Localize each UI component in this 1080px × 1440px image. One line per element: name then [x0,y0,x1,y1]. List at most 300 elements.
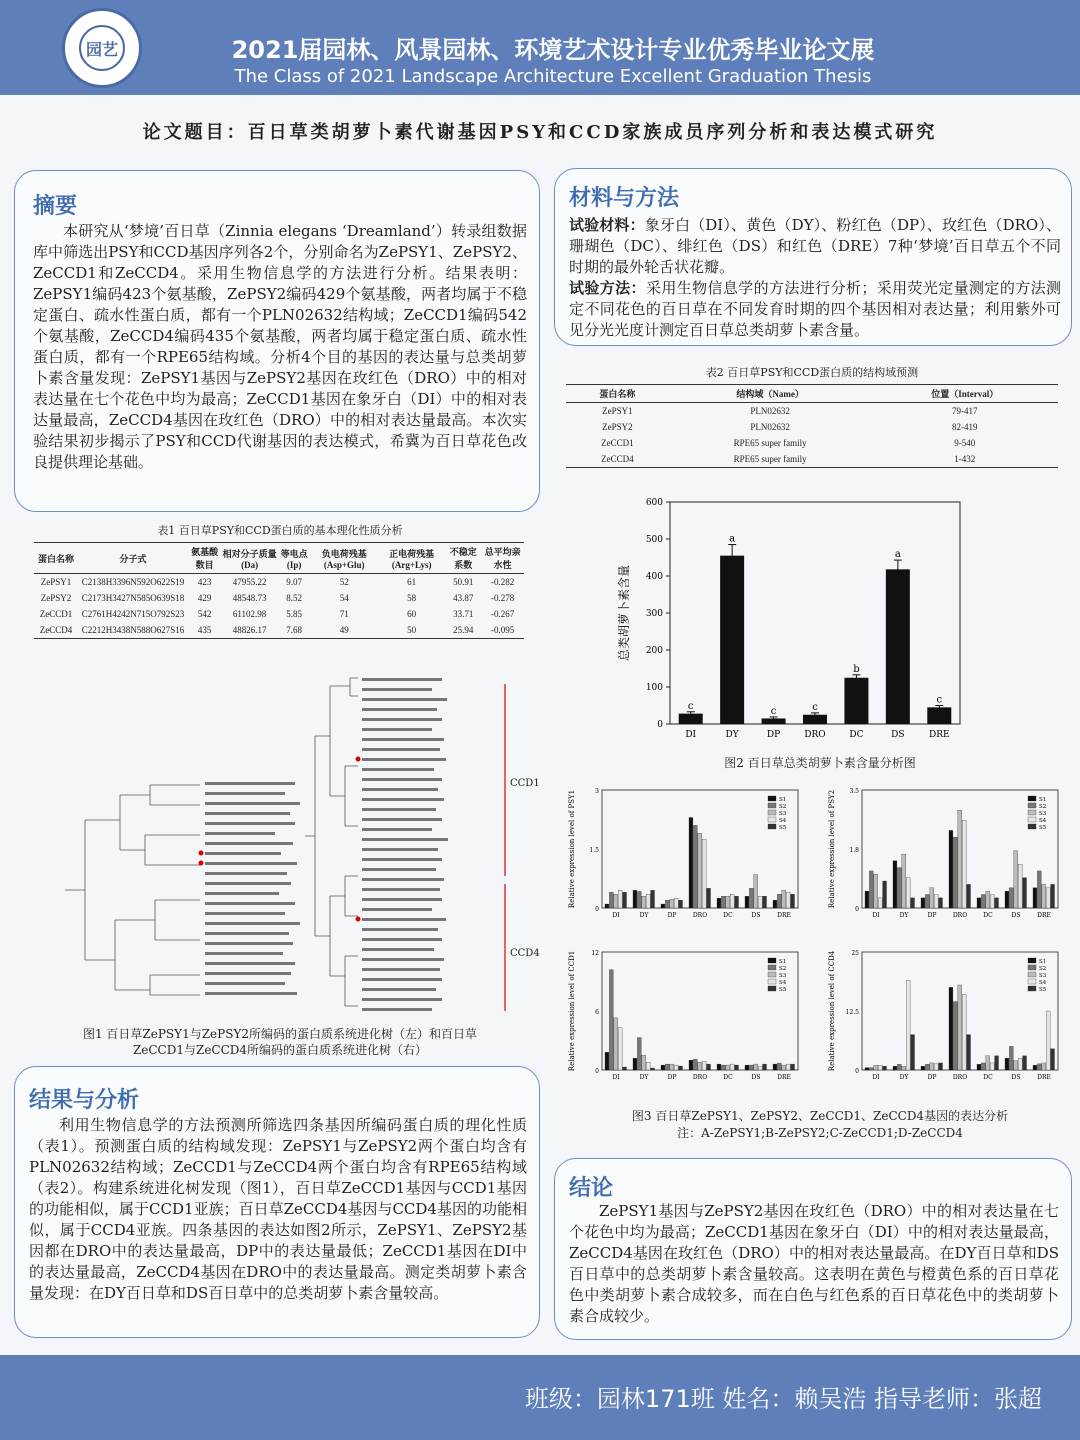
table1 [34,542,524,639]
bar [642,896,646,908]
x-tick-label: DI [685,730,697,740]
bar [614,1018,618,1070]
legend-swatch [768,817,776,822]
bar [990,1063,994,1070]
bar [883,1066,887,1070]
bar [906,980,910,1070]
bar [702,1061,706,1070]
methods-text [569,215,1061,341]
bar [1046,888,1050,908]
table1-cell: ZePSY2 [40,593,72,603]
bar [651,1068,655,1070]
legend-swatch [768,810,776,815]
bar [605,904,609,908]
significance-letter: c [812,701,818,713]
table2-cell: ZePSY2 [602,422,633,432]
significance-letter: b [853,663,860,675]
bar [633,1058,637,1070]
fig3-note: 注：A-ZePSY1;B-ZePSY2;C-ZeCCD1;D-ZeCCD4 [677,1126,963,1140]
bar [674,898,678,908]
legend-label: S3 [1039,973,1047,979]
results-text: 利用生物信息学的方法预测所筛选四条基因所编码蛋白质的理化性质（表1）。预测蛋白质的结构域发现：ZePSY1与ZePSY2两个蛋白均含有PLN02632结构域；ZeCCD1与ZeCCD4两个蛋白均含有RPE65结构域（表2）。构建系统进化树发现（图1），百日草ZeCCD1基因与CCD1基因的功能相似，属于CCD1亚族；百日草ZeCCD4基因与CCD4基因的功能相似，属于CCD4亚族。四条基因的表达如图2所示，ZePSY1、ZePSY2基因都在DRO中的表达量最高，DP中的表达量最低；ZeCCD1基因在DI中的表达量最高，ZeCCD4基因在DRO中的表达量最高。测定类胡萝卜素含量发现：在DY百日草和DS百日草中的总类胡萝卜素含量较高。 [29,1116,527,1302]
bar [1005,891,1009,908]
bar [758,1066,762,1070]
table1-header: 等电点(Ip) [278,543,310,574]
legend-swatch [768,965,776,970]
x-tick-label: DC [983,912,993,919]
significance-letter: a [729,533,736,545]
table2-header: 结构域（Name） [669,385,872,403]
bar [949,987,953,1070]
table2-cell: 9-540 [954,438,976,448]
material-text: 象牙白（DI）、黄色（DY）、粉红色（DP）、玫红色（DRO）、珊瑚色（DC）、绯红色（DS）和红色（DRE）7种‘梦境’百日草五个不同时期的最外轮舌状花瓣。 [569,216,1061,276]
y-axis-label: 总类胡萝卜素含量 [617,564,631,662]
table-row [34,622,524,639]
y-axis-label: Relative expression level of PSY1 [568,789,576,909]
bar [786,1064,790,1070]
x-tick-label: DRE [929,730,950,740]
bar [661,904,665,908]
bar [878,898,882,908]
bar [986,1056,990,1070]
bar [674,1065,678,1070]
table2-cell: RPE65 super family [669,451,872,468]
bar [698,833,702,908]
table2-cell: 82-419 [951,422,978,432]
bar [958,810,962,908]
bar [949,830,953,908]
bar [745,896,749,908]
significance-letter: a [894,549,901,561]
legend-swatch [1028,958,1036,963]
results-heading: 结果与分析 [29,1088,140,1113]
legend-label: S2 [779,966,787,972]
bar [844,678,868,724]
table1-cell: 47955.22 [232,577,267,587]
table1-cell: 50.91 [453,577,474,587]
legend-swatch [1028,810,1036,815]
bar [1014,1061,1018,1070]
legend-swatch [1028,986,1036,991]
bar [665,1064,669,1070]
footer-text: 班级：园林171班 姓名：赖吴浩 指导老师：张超 [524,1385,1042,1413]
results-panel [14,1066,540,1338]
x-tick-label: DRO [952,1074,968,1081]
legend-swatch [768,972,776,977]
legend-label: S4 [1039,818,1047,824]
bar [981,895,985,908]
significance-letter: c [936,694,943,706]
bar [958,985,962,1070]
table1-cell: ZePSY1 [40,577,72,587]
bar [791,894,795,908]
bar [902,1066,906,1070]
table1-cell: C2173H3427N585O639S18 [81,593,185,603]
table1-cell: C2761H4242N715O792S23 [81,609,185,619]
bar [735,896,739,908]
table2 [566,384,1058,468]
y-tick-label: 1.8 [849,847,859,854]
table1-cell: 25.94 [445,622,481,639]
fig3b-psy2-chart [822,782,1072,942]
bar [953,1002,957,1070]
table1-cell: 71 [339,609,349,619]
table2-cell: ZePSY1 [602,406,633,416]
bar [786,892,790,908]
bar [897,1064,901,1070]
table1-header: 分子式 [78,543,188,574]
y-axis-label: Relative expression level of CCD1 [568,950,576,1072]
table2-cell: RPE65 super family [733,438,807,448]
bar [651,890,655,908]
y-tick-label: 600 [645,498,663,508]
legend-label: S1 [779,959,787,965]
table1-cell: 61102.98 [232,609,267,619]
table1-cell: 8.52 [286,593,302,603]
bar [878,1065,882,1070]
bar [717,1064,721,1070]
x-tick-label: DY [639,1074,649,1081]
y-tick-label: 300 [645,609,663,619]
bar [1018,1058,1022,1070]
legend-label: S1 [779,797,787,803]
table2-header: 蛋白名称 [566,385,669,403]
y-tick-label: 100 [645,683,663,693]
abstract-panel [14,170,540,512]
bar [911,1035,915,1070]
bar [637,1038,641,1070]
table1-cell: 54 [339,593,349,603]
table1-cell: 61 [407,577,417,587]
abstract-heading: 摘要 [33,194,78,219]
material-label: 试验材料： [569,216,645,234]
bar [661,1065,665,1070]
bar [609,970,613,1070]
bar [749,1065,753,1070]
university-logo [62,8,142,88]
fig1-caption-line1: 图1 百日草ZePSY1与ZePSY2所编码的蛋白质系统进化树（左）和百日草 [82,1027,478,1041]
bar [1051,884,1055,908]
y-tick-label: 500 [645,535,663,545]
bar [717,898,721,908]
table1-cell: -0.278 [491,593,515,603]
bar [749,888,753,908]
table1-cell: 542 [197,609,212,619]
table1-cell: 48548.73 [232,593,267,603]
table1-cell: 49 [310,622,378,639]
ccd1-label: CCD1 [510,778,540,789]
bar [897,868,901,908]
legend-label: S4 [779,980,787,986]
bar [967,884,971,908]
legend-swatch [1028,972,1036,977]
bar [1037,1064,1041,1070]
bar [934,895,938,908]
conclusion-panel [554,1158,1072,1340]
x-tick-label: DY [639,912,649,919]
table-row [34,574,524,591]
bar [921,1066,925,1070]
bar [1023,1056,1027,1070]
bar [1051,1049,1055,1070]
legend-label: S4 [1039,980,1047,986]
x-tick-label: DS [891,730,905,740]
fig2-carotenoid-chart [610,492,970,752]
bar [953,837,957,908]
table1-cell: ZeCCD1 [39,609,73,619]
bar [614,894,618,908]
bar [777,894,781,908]
bar [902,854,906,908]
bar [730,894,734,908]
bar [869,1068,873,1070]
thesis-title: 论文题目：百日草类胡萝卜素代谢基因PSY和CCD家族成员序列分析和表达模式研究 [142,122,938,143]
x-tick-label: DRO [692,912,708,919]
table1-cell: 52 [339,577,349,587]
bar [893,861,897,908]
significance-letter: c [770,705,777,717]
legend-label: S3 [779,973,787,979]
bar [679,1066,683,1070]
bar [693,1059,697,1070]
y-tick-label: 0 [855,906,859,913]
legend-label: S3 [1039,811,1047,817]
x-tick-label: DY [899,1074,909,1081]
method-text: 采用生物信息学的方法进行分析；采用荧光定量测定的方法测定不同花色的百日草在不同发育时期的四个基因相对表达量；利用紫外可见分光光度计测定百日草总类胡萝卜素含量。 [569,279,1061,339]
legend-swatch [1028,824,1036,829]
x-tick-label: DI [612,1074,620,1081]
bar [967,1035,971,1070]
table1-cell: 60 [407,609,417,619]
table1-cell: C2138H3396N592O622S19 [81,577,185,587]
bar [623,892,627,908]
table1-cell: 7.68 [278,622,310,639]
ccd4-label: CCD4 [510,948,540,959]
bar [1046,1011,1050,1070]
bar [721,1065,725,1070]
y-tick-label: 6 [595,1009,599,1016]
legend-swatch [768,803,776,808]
x-tick-label: DP [927,1074,937,1081]
bar [609,892,613,908]
bar [925,895,929,908]
bar [939,898,943,908]
fig3a-psy1-chart [562,782,812,942]
table1-cell: 58 [407,593,417,603]
bar [874,874,878,908]
bar [1042,1063,1046,1070]
x-tick-label: DC [723,912,733,919]
y-tick-label: 1.5 [589,847,599,854]
table2-cell: 79-417 [951,406,978,416]
fig3-caption [600,1108,1040,1142]
table1-cell: 48826.17 [221,622,278,639]
phylo-tree-right [300,676,510,1016]
legend-label: S5 [1039,825,1047,831]
table1-caption: 表1 百日草PSY和CCD蛋白质的基本理化性质分析 [157,524,403,537]
table2-cell: ZeCCD4 [566,451,669,468]
conclusion-heading: 结论 [569,1176,614,1201]
bar [707,1064,711,1070]
x-tick-label: DC [849,730,864,740]
bar [1009,888,1013,908]
y-tick-label: 3 [595,788,599,795]
y-axis-label: Relative expression level of CCD4 [828,950,836,1072]
bar [990,895,994,908]
table2-caption: 表2 百日草PSY和CCD蛋白质的结构域预测 [705,366,919,379]
bar [1009,1046,1013,1070]
bar [865,1068,869,1070]
table1-cell: 5.85 [286,609,302,619]
bar [777,1063,781,1070]
bar [670,899,674,908]
x-tick-label: DRE [1037,912,1051,919]
bar [726,896,730,908]
table-row [566,419,1058,435]
table2-header: 位置（Interval） [871,385,1058,403]
bar [763,896,767,908]
y-tick-label: 12.5 [845,1009,859,1016]
bar [1023,878,1027,908]
method-label: 试验方法： [569,279,646,297]
bar [689,818,693,908]
bar [921,898,925,908]
x-tick-label: DI [612,912,620,919]
table1-header: 氨基酸数目 [188,543,221,574]
header-title-cn: 2021届园林、风景园林、环境艺术设计专业优秀毕业论文展 [231,36,875,64]
bar [726,1065,730,1070]
legend-label: S5 [779,825,787,831]
bar [883,881,887,908]
bar [698,1062,702,1070]
legend-label: S2 [1039,966,1047,972]
x-tick-label: DY [725,730,739,740]
bar [758,896,762,908]
bar [874,1065,878,1070]
table2-cell: PLN02632 [750,406,790,416]
phylo-tree-left [60,780,330,1000]
y-tick-label: 200 [645,646,663,656]
bar [977,898,981,908]
y-tick-label: 0 [657,720,663,730]
bar [633,890,637,908]
x-tick-label: DRE [777,1074,791,1081]
bar [735,1065,739,1070]
table1-header: 总平均亲水性 [481,543,524,574]
legend-swatch [1028,965,1036,970]
bar [962,994,966,1070]
y-axis-label: Relative expression level of PSY2 [828,789,836,909]
legend-swatch [1028,796,1036,801]
legend-swatch [768,979,776,984]
x-tick-label: DC [983,1074,993,1081]
bar [605,1052,609,1070]
x-tick-label: DI [872,912,880,919]
legend-label: S2 [779,804,787,810]
table1-cell: 50 [378,622,445,639]
bar [911,898,915,908]
bar [670,1064,674,1070]
legend-swatch [768,796,776,801]
bar [986,891,990,908]
bar [646,1062,650,1070]
bar [1033,1065,1037,1070]
x-tick-label: DP [667,912,677,919]
bar [791,1064,795,1070]
x-tick-label: DY [899,912,909,919]
bar [893,1066,897,1070]
x-tick-label: DRO [804,730,826,740]
legend-swatch [768,824,776,829]
table-row [566,435,1058,451]
x-tick-label: DP [667,1074,677,1081]
bar [618,890,622,908]
bar [773,900,777,908]
fig1-caption [40,1026,520,1058]
table1-cell: 429 [197,593,212,603]
table2-cell: ZeCCD1 [601,438,634,448]
bar [782,890,786,908]
bar [707,888,711,908]
y-tick-label: 0 [855,1068,859,1075]
x-tick-label: DRE [1037,1074,1051,1081]
bar [693,825,697,908]
table-row [566,403,1058,420]
y-tick-label: 400 [645,572,663,582]
fig2-caption: 图2 百日草总类胡萝卜素含量分析图 [724,756,916,770]
legend-swatch [1028,817,1036,822]
x-tick-label: DRE [777,912,791,919]
bar [995,898,999,908]
table1-header: 不稳定系数 [445,543,481,574]
bar [925,1064,929,1070]
abstract-text: 本研究从‘梦境’百日草（Zinnia elegans ‘Dreamland’）转录组数据库中筛选出PSY和CCD基因序列各2个，分别命名为ZePSY1、ZePSY2、ZeCCD1和ZeCCD4。采用生物信息学的方法进行分析。结果表明：ZePSY1编码423个氨基酸，ZePSY2编码429个氨基酸，两者均属于不稳定蛋白、疏水性蛋白质，都有一个PLN02632结构域；ZeCCD1编码542个氨基酸，ZeCCD4编码435个氨基酸，两者均属于稳定蛋白质、疏水性蛋白质，都有一个RPE65结构域。分析4个目的基因的表达量与总类胡萝卜素含量发现：ZePSY1基因与ZePSY2基因在玫红色（DRO）中的相对表达量在七个花色中均为最高；ZeCCD1基因在象牙白（DI）中的相对表达量最高，ZeCCD4基因在玫红色（DRO）中的相对表达量最高。本次实验结果初步揭示了PSY和CCD代谢基因的表达模式，希冀为百日草花色改良提供理论基础。 [33,222,527,471]
bar [754,1064,758,1070]
bar [981,1063,985,1070]
x-tick-label: DS [751,912,761,919]
bar [927,707,951,724]
legend-label: S3 [779,811,787,817]
table1-cell: -0.095 [481,622,524,639]
bar [995,1056,999,1070]
plot-frame [670,502,960,724]
table2-cell: 1-432 [871,451,1058,468]
bar [1018,864,1022,908]
bar [637,891,641,908]
table1-cell: 423 [197,577,212,587]
x-tick-label: DC [723,1074,733,1081]
x-tick-label: DRO [952,912,968,919]
table1-cell: -0.267 [491,609,515,619]
y-tick-label: 0 [595,1068,599,1075]
fig1-caption-line2: ZeCCD1与ZeCCD4所编码的蛋白质系统进化树（右） [132,1043,428,1057]
x-tick-label: DP [927,912,937,919]
bar [869,871,873,908]
bar [886,569,910,724]
legend-label: S5 [1039,987,1047,993]
fig3-caption-text: 图3 百日草ZePSY1、ZePSY2、ZeCCD1、ZeCCD4基因的表达分析 [631,1109,1009,1123]
bar [763,1064,767,1070]
fig3c-ccd1-chart [562,944,812,1104]
bar [1005,1058,1009,1070]
bar [906,878,910,908]
x-tick-label: DRO [692,1074,708,1081]
table1-cell: C2212H3438N588O627S16 [78,622,188,639]
table1-header: 正电荷残基(Arg+Lys) [378,543,445,574]
table1-cell: ZeCCD4 [34,622,78,639]
header-banner [0,0,1080,95]
bar [730,1064,734,1070]
